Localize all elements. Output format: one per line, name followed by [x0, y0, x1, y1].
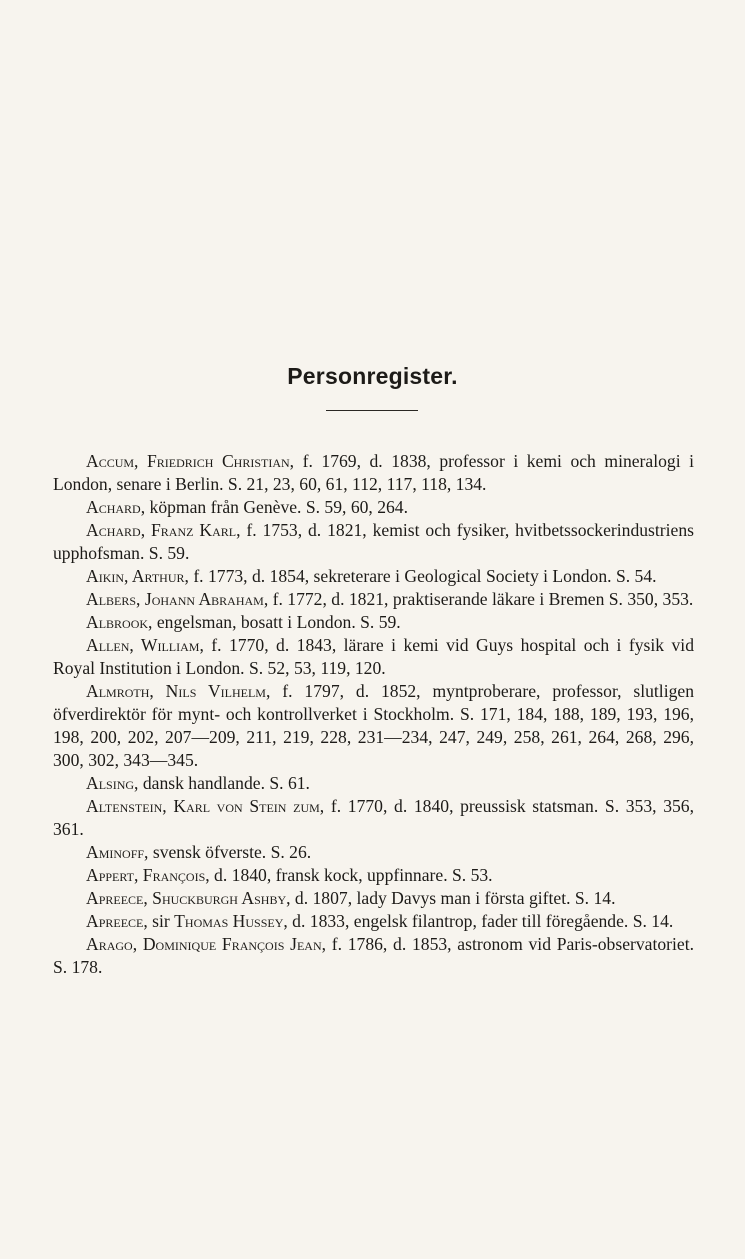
- entry-name: Almroth, Nils Vilhelm,: [86, 681, 271, 701]
- title-divider: [326, 410, 418, 411]
- entry-name-continued: Thomas Hussey,: [174, 911, 288, 931]
- entry-name: Aminoff,: [86, 842, 149, 862]
- entry-apreece-thomas: [53, 910, 694, 933]
- entry-text: engelsman, bosatt i London. S. 59.: [152, 612, 401, 632]
- entry-almroth: [53, 680, 694, 772]
- entry-name: Albers, Johann Abraham,: [86, 589, 269, 609]
- entry-text: f. 1770, d. 1840, preussisk statsman. S. 353, 356, 361.: [53, 796, 694, 839]
- entry-text: f. 1772, d. 1821, praktiserande läkare i Bremen S. 350, 353.: [268, 589, 694, 609]
- entry-text: f. 1797, d. 1852, myntproberare, professor, slutligen öfverdirektör för mynt- och kontrollverket i Stockholm. S. 171, 184, 188, 189, 193, 196, 198, 200, 202, 207—209, 211, 219, 228, 231—234, 247, 249, 258, 261, 264, 268, 296, 300, 302, 343—345.: [53, 681, 694, 770]
- entry-text: d. 1807, lady Davys man i första giftet. S. 14.: [290, 888, 616, 908]
- entry-aminoff: [53, 841, 694, 864]
- entry-text: d. 1840, fransk kock, uppfinnare. S. 53.: [209, 865, 493, 885]
- entry-text: sir: [147, 911, 175, 931]
- entry-name: Achard, Franz Karl,: [86, 520, 241, 540]
- entry-text: f. 1770, d. 1843, lärare i kemi vid Guys hospital och i fysik vid Royal Institution i London. S. 52, 53, 119, 120.: [53, 635, 694, 678]
- entry-albrook: [53, 611, 694, 634]
- entry-achard-franz-karl: [53, 519, 694, 565]
- entry-albers: [53, 588, 694, 611]
- entry-arago: [53, 933, 694, 979]
- entry-text: svensk öfverste. S. 26.: [148, 842, 312, 862]
- entry-name: Appert, François,: [86, 865, 210, 885]
- entry-text-continued: d. 1833, engelsk filantrop, fader till föregående. S. 14.: [287, 911, 674, 931]
- entry-name: Apreece, Shuckburgh Ashby,: [86, 888, 291, 908]
- entry-text: f. 1773, d. 1854, sekreterare i Geological Society i London. S. 54.: [188, 566, 657, 586]
- entry-name: Achard,: [86, 497, 146, 517]
- entry-achard: [53, 496, 694, 519]
- entry-text: köpman från Genève. S. 59, 60, 264.: [145, 497, 409, 517]
- entry-text: f. 1786, d. 1853, astronom vid Paris-observatoriet. S. 178.: [53, 934, 695, 977]
- entry-allen: [53, 634, 694, 680]
- entry-text: f. 1753, d. 1821, kemist och fysiker, hvitbetssockerindustriens upphofsman. S. 59.: [53, 520, 694, 563]
- entry-name: Altenstein, Karl von Stein zum,: [86, 796, 325, 816]
- entry-accum: [53, 450, 694, 496]
- entry-appert: [53, 864, 694, 887]
- entry-text: dansk handlande. S. 61.: [138, 773, 310, 793]
- entry-name: Aikin, Arthur,: [86, 566, 189, 586]
- entry-name: Allen, William,: [86, 635, 204, 655]
- register-entries: [53, 450, 694, 979]
- entry-name: Albrook,: [86, 612, 153, 632]
- page-title: Personregister.: [287, 363, 458, 389]
- entry-name: Arago, Dominique François Jean,: [86, 934, 327, 954]
- entry-text: f. 1769, d. 1838, professor i kemi och mineralogi i London, senare i Berlin. S. 21, 23, 60, 61, 112, 117, 118, 134.: [53, 451, 695, 494]
- entry-alsing: [53, 772, 694, 795]
- entry-name: Apreece,: [86, 911, 148, 931]
- entry-apreece-shuckburgh: [53, 887, 694, 910]
- entry-aikin: [53, 565, 694, 588]
- entry-name: Accum, Friedrich Christian,: [86, 451, 295, 471]
- entry-altenstein: [53, 795, 694, 841]
- entry-name: Alsing,: [86, 773, 139, 793]
